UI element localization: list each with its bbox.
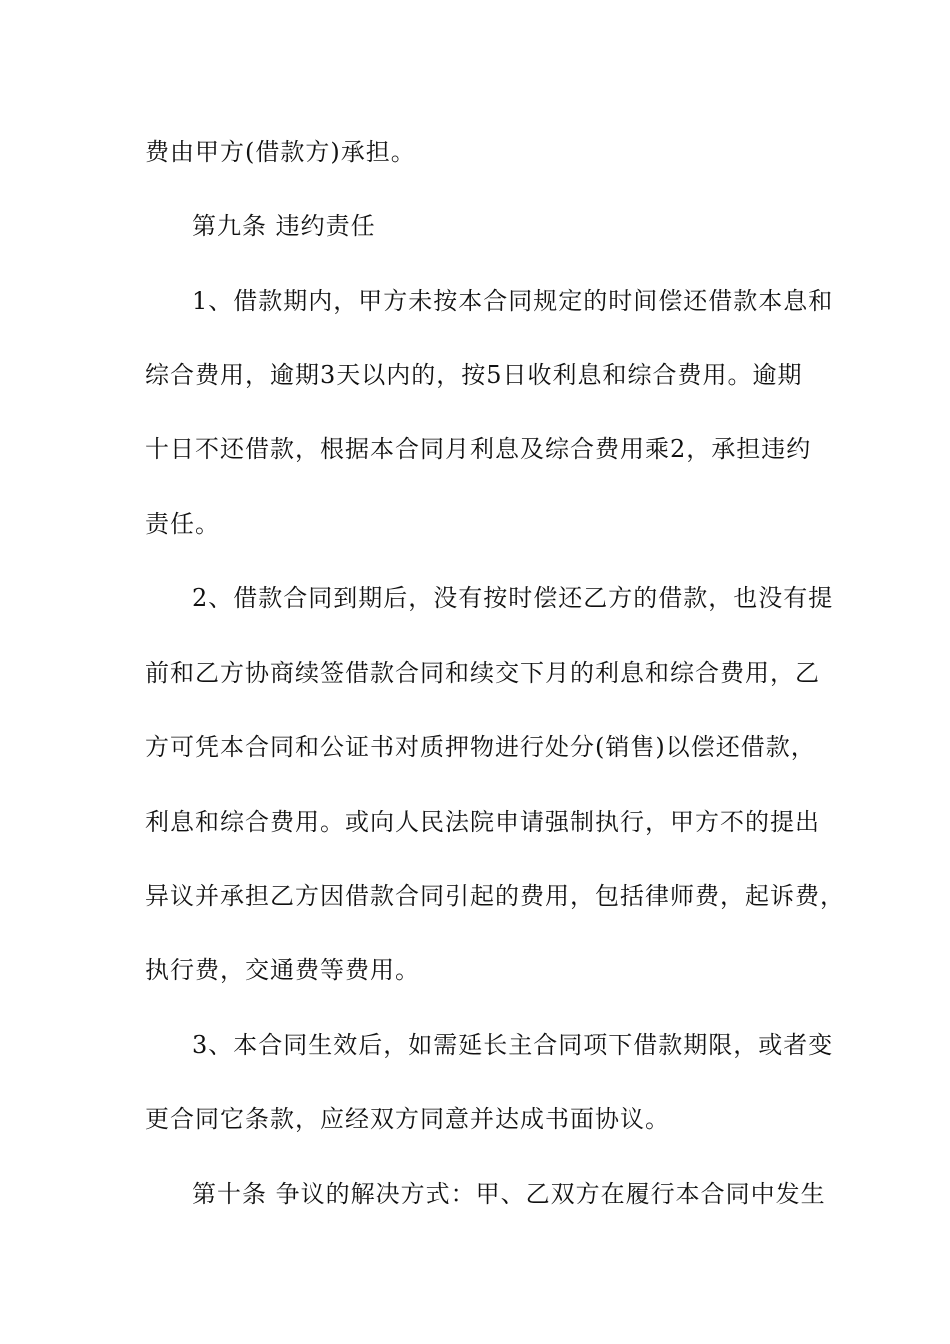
text-line-7: 2、借款合同到期后，没有按时偿还乙方的借款，也没有提 (192, 584, 834, 612)
section-heading-article-10: 第十条 争议的解决方式：甲、乙双方在履行本合同中发生 (192, 1180, 826, 1208)
text-line-11: 异议并承担乙方因借款合同引起的费用，包括律师费，起诉费， (145, 882, 845, 910)
text-line-1: 费由甲方(借款方)承担。 (145, 138, 416, 166)
text-line-8: 前和乙方协商续签借款合同和续交下月的利息和综合费用，乙 (145, 659, 820, 687)
text-line-14: 更合同它条款，应经双方同意并达成书面协议。 (145, 1105, 670, 1133)
text-line-13: 3、本合同生效后，如需延长主合同项下借款期限，或者变 (192, 1031, 834, 1059)
text-line-4: 综合费用，逾期3天以内的，按5日收利息和综合费用。逾期 (145, 361, 803, 389)
text-line-10: 利息和综合费用。或向人民法院申请强制执行，甲方不的提出 (145, 808, 820, 836)
text-line-12: 执行费，交通费等费用。 (145, 956, 420, 984)
text-line-3: 1、借款期内，甲方未按本合同规定的时间偿还借款本息和 (192, 287, 834, 315)
section-heading-article-9: 第九条 违约责任 (192, 212, 376, 240)
text-line-9: 方可凭本合同和公证书对质押物进行处分(销售)以偿还借款， (145, 733, 816, 761)
text-line-6: 责任。 (145, 510, 220, 538)
text-line-5: 十日不还借款，根据本合同月利息及综合费用乘2，承担违约 (145, 435, 812, 463)
